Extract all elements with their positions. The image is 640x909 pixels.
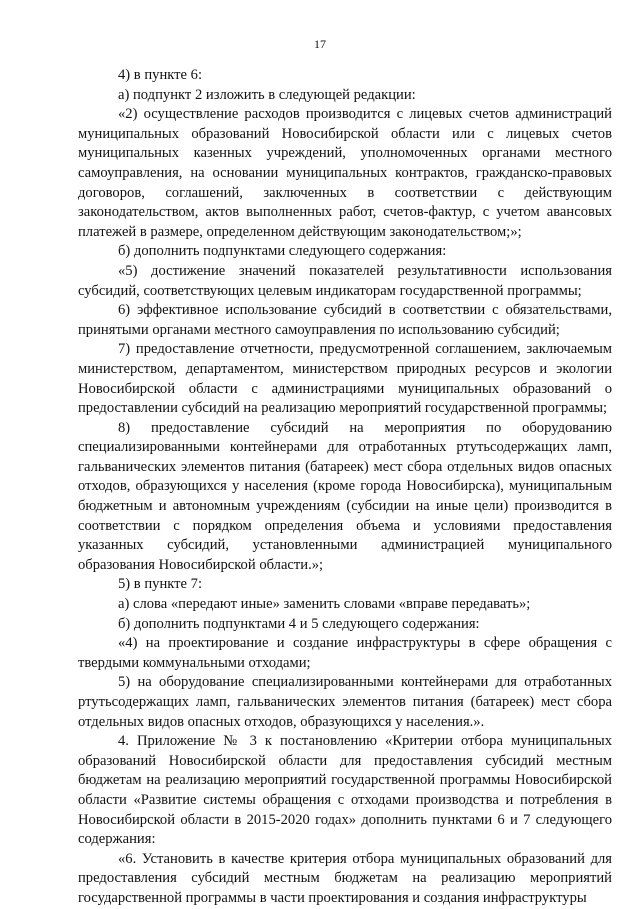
page-number: 17 bbox=[314, 37, 326, 51]
paragraph: б) дополнить подпунктами следующего содержания: bbox=[118, 243, 447, 260]
paragraph: 8) предоставление субсидий на мероприятия по оборудованию специализированными контейнерами для отработанных ртутьсодержащих ламп, гальванических элементов питания (батареек) мест сбора отдельных видов опасных отходов, образующихся у населения (кроме города Новосибирска), муниципальным бюджетным и автономным учреждениям (субсидии на иные цели) производится в соответствии с порядком определения объема и условиями предоставления указанных субсидий, установленными администрацией муниципального образования Новосибирской области.»; bbox=[78, 419, 612, 573]
paragraph: 4) в пункте 6: bbox=[118, 67, 203, 83]
paragraph: 7) предоставление отчетности, предусмотренной соглашением, заключаемым министерством, департаментом, министерством природных ресурсов и экологии Новосибирской области с администрациями муниципальных образований о предоставлении субсидий на реализацию мероприятий государственной программы; bbox=[78, 341, 612, 417]
paragraph: «4) на проектирование и создание инфраструктуры в сфере обращения с твердыми коммунальными отходами; bbox=[78, 635, 612, 671]
paragraph: 5) на оборудование специализированными контейнерами для отработанных ртутьсодержащих ламп, гальванических элементов питания (батареек) мест сбора отдельных видов опасных отходов, образующихся у населения.». bbox=[78, 674, 612, 730]
paragraph: а) подпункт 2 изложить в следующей редакции: bbox=[118, 86, 416, 103]
paragraph: «5) достижение значений показателей результативности использования субсидий, соответствующих целевым индикаторам государственной программы; bbox=[78, 262, 612, 299]
paragraph: а) слова «передают иные» заменить словами «вправе передавать»; bbox=[118, 596, 531, 613]
paragraph: «6. Установить в качестве критерия отбора муниципальных образований для предоставления субсидий местным бюджетам на реализацию мероприятий государственной программы в части проектирования и создания инфраструктуры bbox=[78, 850, 612, 906]
paragraph: 6) эффективное использование субсидий в соответствии с обязательствами, принятыми органами местного самоуправления по использованию субсидий; bbox=[78, 302, 612, 338]
paragraph: 4. Приложение № 3 к постановлению «Критерии отбора муниципальных образований Новосибирской области для предоставления субсидий местным бюджетам на реализацию мероприятий государственной программы Новосибирской области «Развитие системы обращения с отходами производства и потребления в Новосибирской области в 2015-2020 годах» дополнить пунктами 6 и 7 следующего содержания: bbox=[78, 733, 612, 848]
paragraph: б) дополнить подпунктами 4 и 5 следующего содержания: bbox=[118, 615, 480, 632]
document-body bbox=[78, 66, 612, 909]
paragraph: 5) в пункте 7: bbox=[118, 576, 203, 593]
paragraph: «2) осуществление расходов производится с лицевых счетов администраций муниципальных образований Новосибирской области или с лицевых счетов муниципальных казенных учреждений, уполномоченных органами местного самоуправления, на основании муниципальных контрактов, гражданско-правовых договоров, соглашений, заключенных в соответствии с действующим законодательством, актов выполненных работ, счетов-фактур, с учетом авансовых платежей в размере, определенном действующим законодательством;»; bbox=[78, 106, 612, 240]
